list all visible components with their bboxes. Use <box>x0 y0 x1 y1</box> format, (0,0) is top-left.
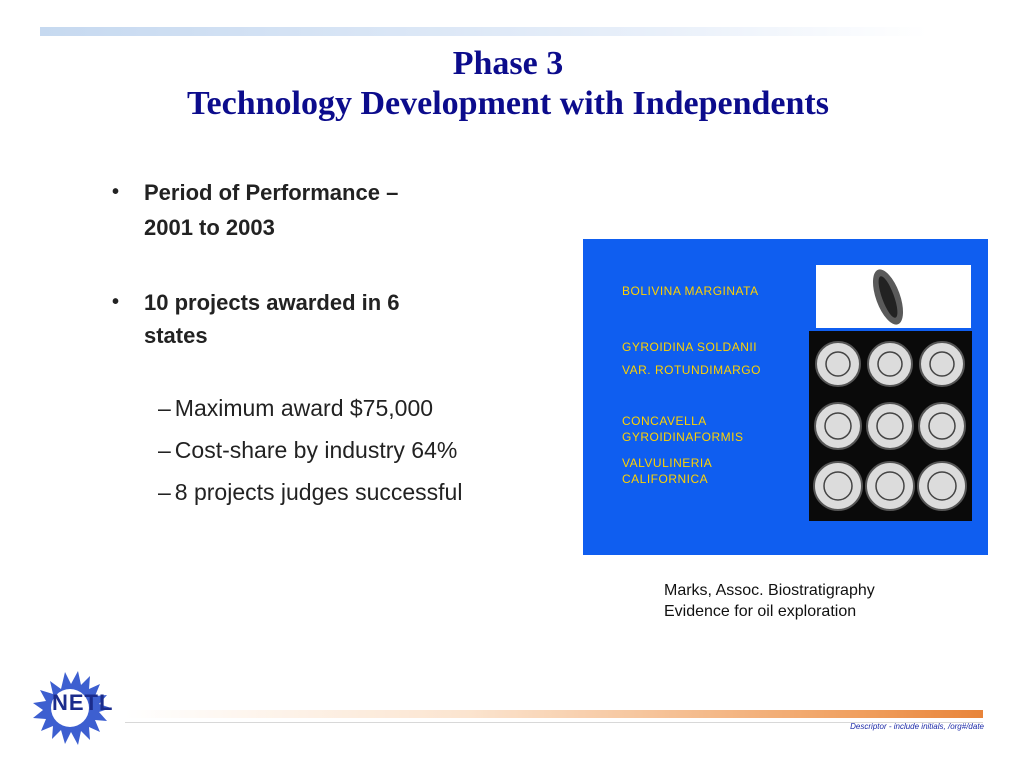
netl-logo-text: NETL <box>52 690 114 715</box>
fossil-photo-grid <box>809 331 972 521</box>
species-label: VALVULINERIA CALIFORNICA <box>622 456 713 486</box>
species-label: BOLIVINA MARGINATA <box>622 284 759 298</box>
sub-bullet-text: Cost-share by industry 64% <box>174 437 458 463</box>
dash-icon: – <box>158 395 171 421</box>
caption-line-2: Evidence for oil exploration <box>664 603 857 620</box>
figure-caption <box>664 580 875 622</box>
fossil-elongate-icon <box>816 265 971 328</box>
caption-line-1: Marks, Assoc. Biostratigraphy <box>664 582 875 599</box>
bullet-list <box>106 175 546 513</box>
footer-gradient-bar <box>125 710 983 718</box>
bullet-dot-icon: • <box>112 181 120 203</box>
sub-bullet-list <box>106 387 546 513</box>
footer-descriptor: Descriptor - include initials, /org#/date <box>850 722 984 731</box>
bullet-text: Period of Performance – <box>144 180 399 205</box>
fossil-photo-top <box>816 265 971 328</box>
bullet-text: 2001 to 2003 <box>144 215 275 240</box>
species-label: GYROIDINA SOLDANII <box>622 340 758 354</box>
sub-bullet-text: Maximum award $75,000 <box>174 395 434 421</box>
title-line-1: Phase 3 <box>452 45 564 82</box>
dash-icon: – <box>158 479 171 505</box>
slide-title <box>0 44 1016 124</box>
fossil-shells-icon <box>809 331 972 521</box>
dash-icon: – <box>158 437 171 463</box>
bullet-item-projects <box>106 286 546 352</box>
bullet-dot-icon: • <box>112 291 120 313</box>
sub-bullet-item <box>158 429 546 471</box>
sub-bullet-text: 8 projects judges successful <box>174 479 463 505</box>
species-label: VAR. ROTUNDIMARGO <box>622 363 761 377</box>
bullet-text: 10 projects awarded in 6 <box>144 290 400 315</box>
sub-bullet-item <box>158 471 546 513</box>
header-gradient-bar <box>40 27 928 36</box>
sub-bullet-item <box>158 387 546 429</box>
species-label: CONCAVELLA GYROIDINAFORMIS <box>622 414 744 444</box>
bullet-text: states <box>144 323 208 348</box>
title-line-2: Technology Development with Independents <box>187 85 829 122</box>
bullet-item-period <box>106 175 546 245</box>
